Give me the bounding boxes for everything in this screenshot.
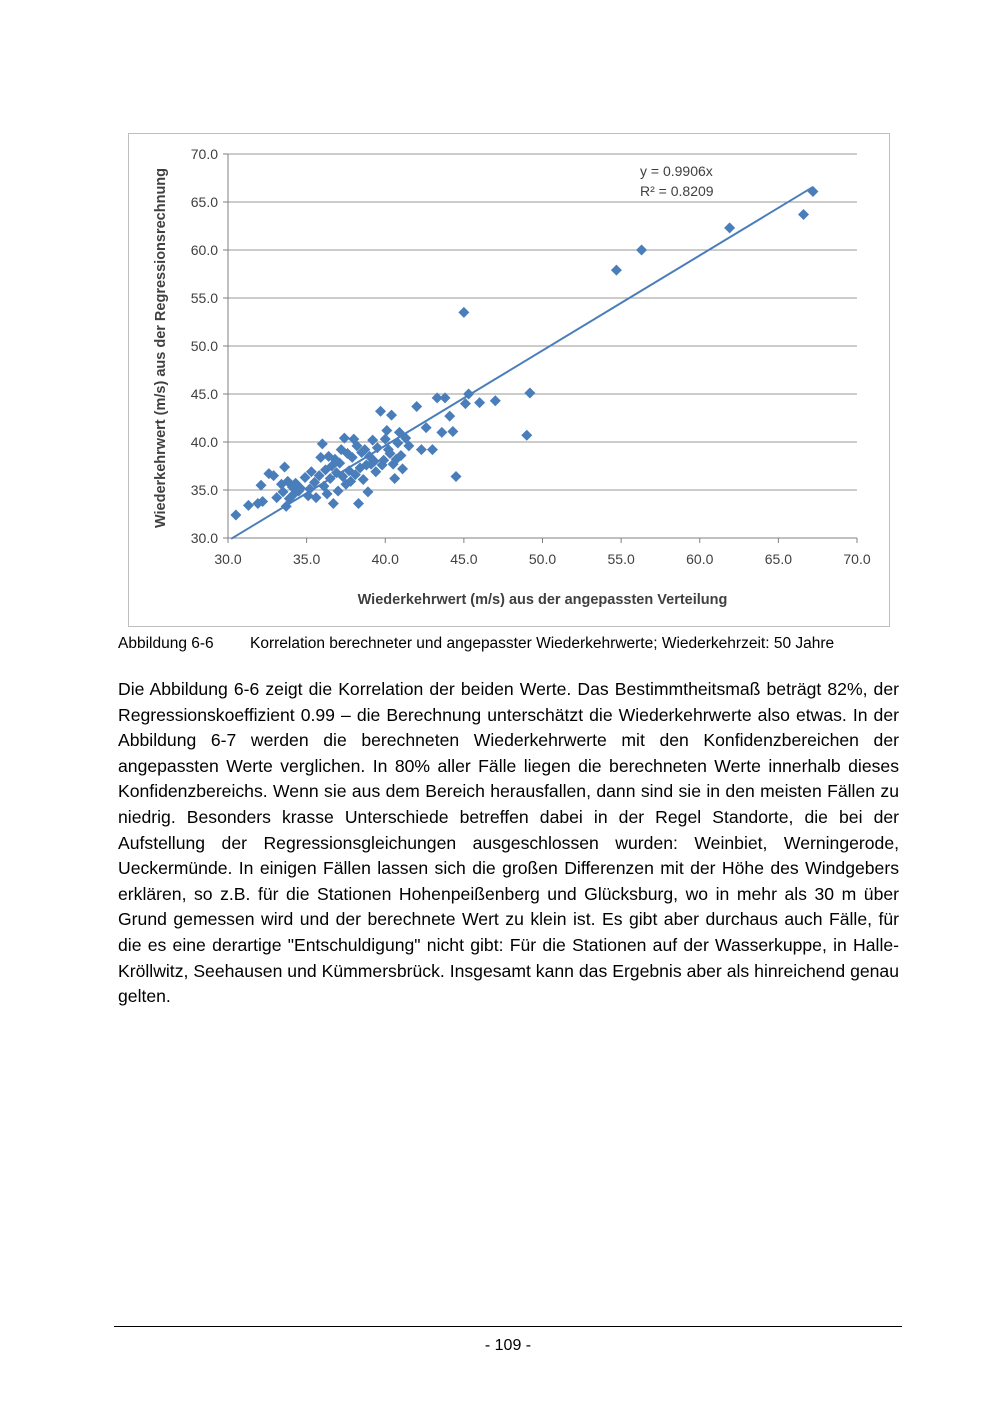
y-tick-label: 65.0 [190,194,218,210]
data-point [230,509,241,520]
data-point [381,425,392,436]
x-tick-label: 70.0 [843,551,871,567]
data-point [256,480,267,491]
data-point [353,498,364,509]
data-point [474,397,485,408]
data-point [611,265,622,276]
chart-canvas [129,134,889,626]
trendline [231,187,813,539]
page-number: - 109 - [484,1337,532,1354]
x-axis-title: Wiederkehrwert (m/s) aus der angepassten Verteilung [357,592,728,608]
x-tick-label: 40.0 [371,551,399,567]
data-point [436,427,447,438]
y-tick-label: 40.0 [190,434,218,450]
y-tick-label: 45.0 [190,386,218,402]
data-point [333,485,344,496]
caption-label: Abbildung 6-6 [118,635,214,652]
data-point [458,307,469,318]
y-tick-label: 50.0 [190,338,218,354]
data-point [362,486,373,497]
data-point [279,461,290,472]
data-point [386,410,397,421]
y-tick-label: 55.0 [190,290,218,306]
x-tick-label: 55.0 [607,551,635,567]
trendline-r-squared: R² = 0.8209 [640,183,714,199]
y-tick-label: 60.0 [190,242,218,258]
data-point [311,492,322,503]
trendline-equation: y = 0.9906x [640,163,713,179]
data-point [317,438,328,449]
data-point [524,388,535,399]
data-point [798,209,809,220]
data-point [521,430,532,441]
data-point [490,395,501,406]
data-point [375,406,386,417]
body-paragraph: Die Abbildung 6-6 zeigt die Korrelation der beiden Werte. Das Bestimmtheitsmaß beträgt 82%, der Regressionskoeffizient 0.99 – die Berechnung unterschätzt die Wiederkehrwerte also etwas. In der Abbildung 6-7 werden die berechneten Wiederkehrwerte mit den Konfidenzbereichen der angepassten Werte verglichen. In 80% aller Fälle liegen die berechneten Werte innerhalb dieses Konfidenzbereichs. Wenn sie aus dem Bereich herausfallen, dann sind sie in den meisten Fällen zu niedrig. Besonders krasse Unterschiede betreffen dabei in der Regel Standorte, die bei der Aufstellung der Regressionsgleichungen ausgeschlossen wurden: Weinbiet, Werningerode, Ueckermünde. In einigen Fällen lassen sich die großen Differenzen mit der Höhe des Windgebers erklären, so z.B. für die Stationen Hohenpeißenberg und Glücksburg, wo in mehr als 30 m über Grund gemessen wird und der berechnete Wert zu klein ist. Es gibt aber durchaus auch Fälle, für die es eine derartige "Entschuldigung" nicht gibt: Für die Stationen auf der Wasserkuppe, in Halle-Kröllwitz, Seehausen und Kümmersbrück. Insgesamt kann das Ergebnis aber als hinreichend genau gelten. [118,679,899,1007]
x-tick-label: 65.0 [764,551,792,567]
y-tick-label: 35.0 [190,482,218,498]
caption-text: Korrelation berechneter und angepasster Wiederkehrwerte; Wiederkehrzeit: 50 Jahre [250,635,835,652]
data-point [411,401,422,412]
data-point [451,471,462,482]
x-tick-label: 30.0 [214,551,242,567]
y-tick-label: 70.0 [190,146,218,162]
scatter-chart [128,133,890,627]
data-point [427,444,438,455]
data-point [328,498,339,509]
data-point [397,463,408,474]
x-tick-label: 45.0 [450,551,478,567]
data-point [416,444,427,455]
y-tick-label: 30.0 [190,530,218,546]
x-tick-label: 60.0 [686,551,714,567]
x-tick-label: 50.0 [528,551,557,567]
data-point [636,245,647,256]
x-tick-label: 35.0 [293,551,321,567]
data-point [447,426,458,437]
data-point [243,500,254,511]
data-point [444,411,455,422]
data-point [724,222,735,233]
footer-rule [114,1326,902,1327]
y-axis-title: Wiederkehrwert (m/s) aus der Regressionsrechnung [153,167,169,529]
data-point [389,473,400,484]
